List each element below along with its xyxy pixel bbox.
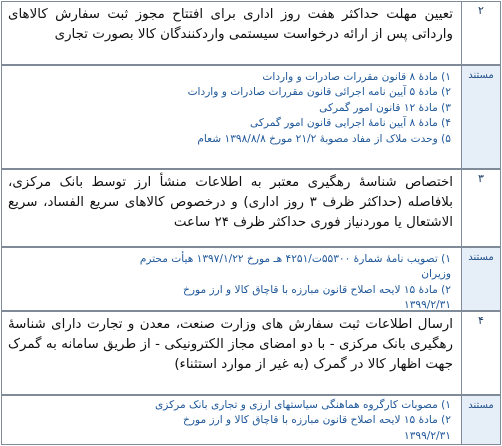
source-list-cell (1, 65, 462, 169)
source-label: مستند (468, 252, 494, 263)
source-row (1, 247, 501, 311)
row-number: ۲ (478, 4, 484, 17)
row-number-cell (461, 169, 501, 247)
source-item: ۱) تصویب نامهٔ شمارهٔ ۵۵۳۰۰ت/۴۲۵۱ هـ مورخ ۱۳۹۷/۱/۲۲ هیأت محترم (139, 253, 451, 265)
row-number: ۴ (478, 314, 484, 327)
source-item: ۱) مصوبات کارگروه هماهنگی سیاستهای ارزی و تجاری بانک مرکزی (154, 399, 451, 411)
requirement-text: ارسال اطلاعات ثبت سفارش های وزارت صنعت، معدن و تجارت دارای شناسهٔ رهگیری بانک مرکزی - با دو امضای مجاز الکترونیکی - از طریق سامانه به گمرک جهت اظهار کالا در گمرک (به غیر از موارد استثناء) (8, 317, 453, 372)
source-item: ۳) مادهٔ ۱۲ قانون امور گمرکی (319, 101, 451, 114)
row-number-cell (461, 1, 501, 65)
table-row (1, 311, 501, 395)
source-label: مستند (468, 400, 494, 411)
source-label-cell (461, 65, 501, 169)
source-item: ۲) مادهٔ ۱۵ لایحه اصلاح قانون مبارزه با قاچاق کالا و ارز مورخ (183, 414, 451, 427)
source-list (2, 248, 461, 314)
requirement-cell (1, 169, 462, 247)
source-label-cell (461, 247, 501, 311)
source-list-cell (1, 247, 462, 311)
source-item: ۱۳۹۹/۲/۳۱ (404, 429, 451, 442)
source-row (1, 395, 501, 445)
requirement-cell (1, 311, 462, 395)
source-item: ۵) وحدت ملاک از مفاد مصوبهٔ ۲۱/۲ مورخ ۱۳۹۸/۸/۸ شعام (197, 132, 451, 145)
requirement-cell (1, 1, 462, 65)
source-list-cell (1, 395, 462, 445)
source-list (2, 66, 461, 147)
source-item: ۱۳۹۹/۲/۳۱ (404, 299, 451, 312)
row-number: ۳ (478, 172, 484, 185)
table-row (1, 1, 501, 65)
requirement-text: اختصاص شناسهٔ رهگیری معتبر به اطلاعات منشأ ارز توسط بانک مرکزی، بلافاصله (حداکثر ظرف ۳ روز اداری) و درخصوص کالاهای سریع الفساد، سریع الاشتعال یا موردنیاز فوری حداکثر ظرف ۲۴ ساعت (8, 175, 453, 230)
source-item: ۴) مادهٔ ۸ آیین نامهٔ اجرایی قانون امور گمرکی (250, 117, 451, 130)
requirement-text: تعیین مهلت حداکثر هفت روز اداری برای افتتاح مجوز ثبت سفارش کالاهای وارداتی پس از ارائه درخواست سیستمی واردکنندگان کالا بصورت تجاری (8, 7, 453, 42)
source-label-cell (461, 395, 501, 445)
source-item: وزیران (421, 268, 451, 281)
source-item: ۲) مادهٔ ۱۵ لایحه اصلاح قانون مبارزه با قاچاق کالا و ارز مورخ (183, 283, 451, 296)
source-item: ۲) مادهٔ ۵ آیین نامه اجرائی قانون مقررات صادرات و واردات (187, 86, 451, 99)
table-row (1, 169, 501, 247)
source-row (1, 65, 501, 169)
source-list (2, 396, 461, 444)
row-number-cell (461, 311, 501, 395)
source-item: ۱) مادهٔ ۸ قانون مقررات صادرات و واردات (262, 71, 451, 83)
source-label: مستند (468, 70, 494, 81)
document-table (1, 1, 501, 445)
